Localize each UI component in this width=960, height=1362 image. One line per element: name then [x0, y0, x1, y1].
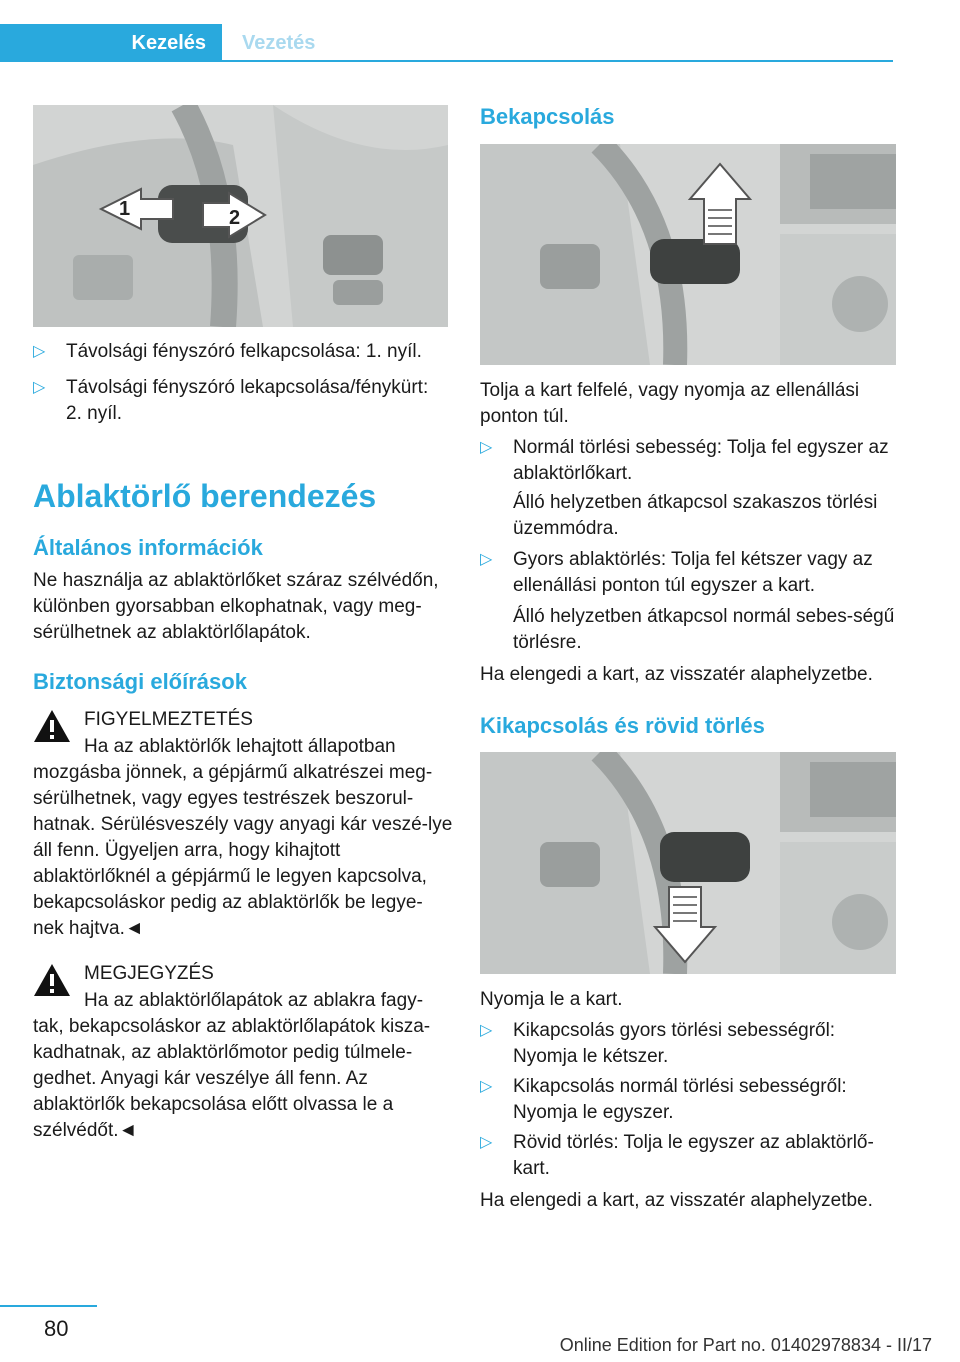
note-title: MEGJEGYZÉS: [84, 963, 214, 984]
bekapcsolas-text: Tolja a kart felfelé, vagy nyomja az ellenállási ponton túl.: [480, 380, 860, 427]
page-number: 80: [44, 1316, 69, 1341]
headlight-lever-figure: [33, 105, 448, 327]
kikapcsolas-text: Nyomja le a kart.: [480, 989, 623, 1010]
header-divider: [222, 60, 893, 62]
note-text: Ha az ablaktörlőlapátok az ablakra fagy-tak, bekapcsoláskor az ablaktörlőlapátok kisza-kadhatnak, az ablaktörlőmotor pedig túlmele-gedhet. Anyagi kár veszélye áll fenn. Az ablaktörlők bekapcsolása előtt olvassa le a szélvédőt.◄: [33, 990, 431, 1141]
warning-title: FIGYELMEZTETÉS: [84, 709, 253, 730]
edition-footnote: Online Edition for Part no. 01402978834 - II/17: [559, 1335, 932, 1355]
bullet-triangle-icon: ▷: [480, 1134, 493, 1151]
subsection-bekapcsolas: Bekapcsolás: [480, 104, 615, 129]
bekapcsolas-release-text: Ha elengedi a kart, az visszatér alaphelyzetbe.: [480, 664, 873, 685]
bullet-triangle-icon: ▷: [480, 551, 493, 568]
header-tabs: [0, 24, 893, 62]
wiper-down-figure: [480, 752, 896, 974]
bullet-subtext: Álló helyzetben átkapcsol normál sebes-ségű törlésre.: [513, 606, 895, 653]
kikapcsolas-release-text: Ha elengedi a kart, az visszatér alaphelyzetbe.: [480, 1190, 873, 1211]
warning-text: Ha az ablaktörlők lehajtott állapotban mozgásba jönnek, a gépjármű alkatrészei meg-sérülhetnek, vagy egyes testrészek beszorul-hatnak. Sérülésveszély vagy anyagi kár veszé-lye áll fenn. Ügyeljen arra, hogy kihajtott ablaktörlőknél a gépjármű le legyen kapcsolva, bekapcsoláskor pedig az ablaktörlők be legye-nek hajtva.◄: [33, 736, 453, 939]
subsection-general-info: Általános információk: [33, 535, 263, 560]
bullet-triangle-icon: ▷: [33, 343, 46, 360]
bullet-triangle-icon: ▷: [33, 379, 46, 396]
figure-label-1: 1: [119, 198, 131, 220]
subsection-kikapcsolas: Kikapcsolás és rövid törlés: [480, 713, 765, 738]
wiper-up-figure: [480, 144, 896, 365]
bullet-subtext: Álló helyzetben átkapcsol szakaszos törlési üzemmódra.: [513, 492, 878, 539]
subsection-safety: Biztonsági előírások: [33, 669, 247, 694]
section-title-wiper: Ablaktörlő berendezés: [33, 478, 377, 514]
bullet-triangle-icon: ▷: [480, 439, 493, 456]
general-info-text: Ne használja az ablaktörlőket száraz szélvédőn, különben gyorsabban elkophatnak, vagy meg-sérülhetnek az ablaktörlőlapátok.: [33, 570, 439, 643]
footer-divider: [0, 1305, 97, 1307]
figure-label-2: 2: [229, 207, 241, 229]
bullet-triangle-icon: ▷: [480, 1078, 493, 1095]
tab-vezetes[interactable]: Vezetés: [242, 31, 316, 54]
bullet-triangle-icon: ▷: [480, 1022, 493, 1039]
tab-kezeles[interactable]: Kezelés: [0, 24, 222, 62]
